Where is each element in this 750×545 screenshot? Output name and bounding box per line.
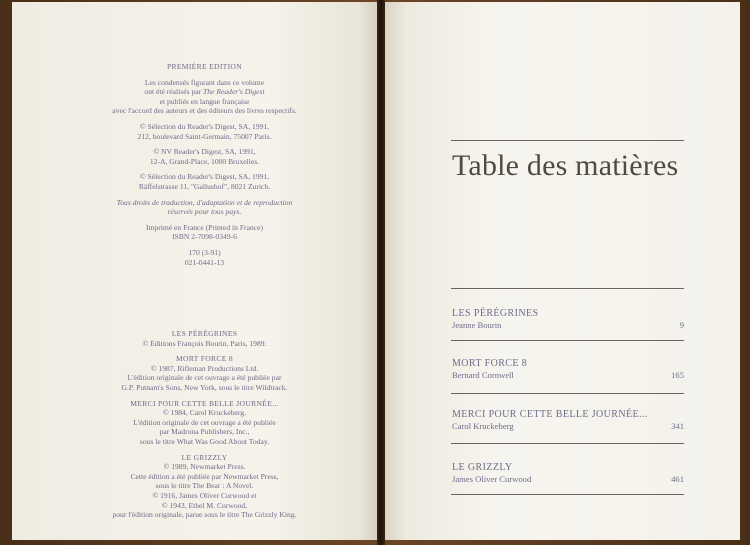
intro-line: Les condensés figurant dans ce volume — [144, 77, 265, 87]
printed-in-line: Imprimé en France (Printed in France) — [145, 222, 264, 232]
copyright-block — [22, 62, 387, 273]
credit-line: L'édition originale de cet ouvrage a été publiée — [133, 417, 276, 427]
credit-line: sous le titre The Bear : A Novel. — [155, 481, 254, 491]
title-rule-top — [451, 140, 684, 141]
print-codes — [22, 248, 387, 267]
toc-rule — [451, 340, 684, 341]
toc-rule — [451, 494, 684, 495]
credit-peregrines — [22, 329, 387, 348]
intro-line: avec l'accord des auteurs et des éditeurs des livres respectifs. — [112, 106, 297, 116]
toc-entry-title: MERCI POUR CETTE BELLE JOURNÉE... — [452, 409, 648, 420]
toc-entry-author: Jeanne Bourin — [452, 320, 502, 330]
toc-entry-page: 9 — [679, 320, 684, 330]
credit-title: MERCI POUR CETTE BELLE JOURNÉE... — [130, 398, 279, 408]
credit-line: © Editions François Bourin, Paris, 1989. — [142, 338, 267, 348]
copyright-swiss — [22, 172, 387, 191]
copyright-line: © Sélection du Reader's Digest, SA, 1991, — [139, 172, 270, 182]
right-page — [385, 2, 740, 540]
credit-line: sous le titre What Was Good About Today. — [139, 436, 270, 446]
credit-mort-force — [22, 354, 387, 392]
credit-line: © 1987, Rifleman Productions Ltd. — [150, 363, 259, 373]
rights-notice — [22, 198, 387, 217]
credit-title: LE GRIZZLY — [181, 452, 228, 462]
toc-entry-page: 341 — [671, 421, 684, 431]
credit-line: © 1943, Ethel M. Curwood, — [161, 500, 248, 510]
credit-line: par Madrona Publishers, Inc., — [159, 427, 250, 437]
print-code: 170 (3-91) — [188, 247, 221, 257]
toc-rule — [451, 393, 684, 394]
toc-entry — [452, 462, 684, 485]
toc-entry — [452, 358, 684, 381]
edition-label: PREMIÈRE EDITION — [166, 62, 243, 71]
publication-name: The Reader's Digest — [203, 87, 265, 97]
page-title: Table des matières — [452, 149, 679, 182]
copyright-belgium — [22, 147, 387, 166]
toc-rule — [451, 443, 684, 444]
rights-line: Tous droits de traduction, d'adaptation et de reproduction — [116, 197, 293, 207]
credit-line: pour l'édition originale, parue sous le titre The Grizzly King. — [112, 510, 297, 520]
intro-line: et publiés en langue française — [159, 96, 250, 106]
copyright-line: © Sélection du Reader's Digest, SA, 1991, — [139, 121, 270, 131]
credit-line: G.P. Putnam's Sons, New York, sous le titre Wildtrack. — [121, 382, 288, 392]
intro-line: ont été réalisés par The Reader's Digest — [144, 87, 265, 97]
toc-entry-author: Bernard Cornwell — [452, 370, 514, 380]
credit-grizzly — [22, 453, 387, 520]
credit-line: © 1989, Newmarket Press. — [163, 462, 246, 472]
copyright-line: 12-A, Grand-Place, 1000 Bruxelles. — [149, 156, 260, 166]
intro-paragraph — [22, 78, 387, 116]
credit-line: © 1984, Carol Kruckeberg. — [162, 408, 247, 418]
credit-title: MORT FORCE 8 — [175, 354, 233, 364]
credit-line: Cette édition a été publiée par Newmarket Press, — [130, 471, 279, 481]
toc-entry-page: 461 — [671, 474, 684, 484]
toc-entry — [452, 409, 684, 432]
copyright-line: Räffelstrasse 11, "Gallushof", 8021 Zurich. — [138, 181, 271, 191]
toc-entry-author: Carol Kruckeberg — [452, 421, 514, 431]
toc-entry-page: 165 — [671, 370, 684, 380]
credits-block — [22, 329, 387, 526]
toc-entry-title: MORT FORCE 8 — [452, 358, 528, 369]
toc-entry-title: LE GRIZZLY — [452, 462, 513, 473]
toc-entry — [452, 308, 684, 331]
credit-line: L'édition originale de cet ouvrage a été publiée par — [127, 373, 282, 383]
print-code: 021-0441-13 — [184, 257, 225, 267]
credit-title: LES PÉRÉGRINES — [171, 329, 238, 338]
credit-merci — [22, 399, 387, 447]
isbn-line: ISBN 2-7098-0349-6 — [172, 232, 237, 242]
toc-rule — [451, 288, 684, 289]
credit-line: © 1916, James Oliver Curwood et — [152, 490, 257, 500]
rights-line: réservés pour tous pays. — [167, 207, 242, 217]
copyright-line: 212, boulevard Saint-Germain, 75007 Paris. — [137, 131, 272, 141]
toc-entry-author: James Oliver Curwood — [452, 474, 532, 484]
copyright-line: © NV Reader's Digest, SA, 1991, — [153, 147, 256, 157]
printing-info — [22, 223, 387, 242]
toc-entry-title: LES PÉRÉGRINES — [452, 308, 539, 319]
copyright-france — [22, 122, 387, 141]
